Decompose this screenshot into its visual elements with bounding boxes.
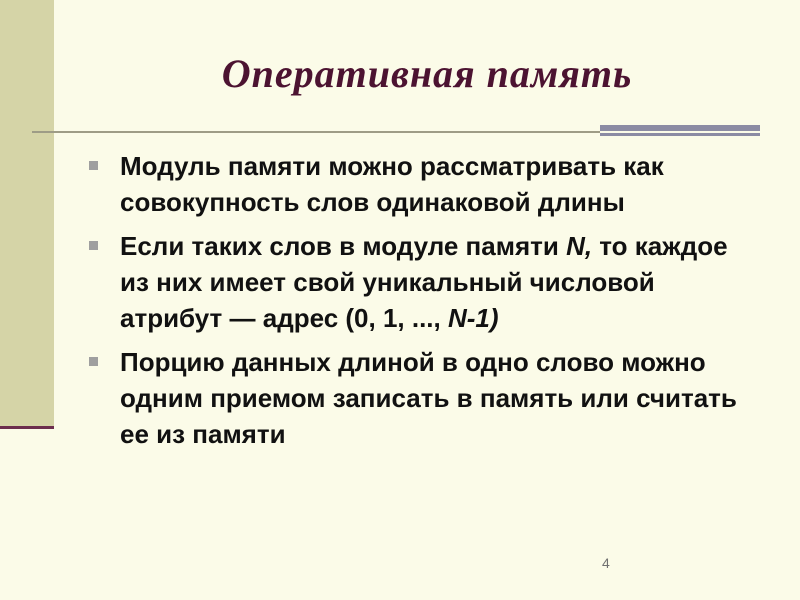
variable-n: N, xyxy=(566,231,593,261)
bullet-square-icon xyxy=(89,241,98,250)
left-band-divider xyxy=(0,426,54,429)
bullet-text: Порцию данных длиной в одно слово можно одним приемом записать в память или считать ее из памяти xyxy=(120,347,737,449)
page-number: 4 xyxy=(602,555,610,571)
bullet-item-word-transfer xyxy=(88,344,738,452)
bullet-text-part: Если таких слов в модуле памяти xyxy=(120,231,567,261)
left-decorative-band xyxy=(0,0,54,428)
bullet-text-part: то каждое из них имеет свой уникальный числовой атрибут — адрес (0, 1, ..., xyxy=(120,231,728,333)
bullet-list xyxy=(88,148,738,460)
title-divider-accent-gap xyxy=(600,131,760,133)
bullet-item-memory-module xyxy=(88,148,738,220)
bullet-square-icon xyxy=(89,161,98,170)
bullet-item-word-addresses xyxy=(88,228,738,336)
variable-n-minus-one: N-1) xyxy=(447,303,499,333)
slide-title: Оперативная память xyxy=(221,51,633,96)
bullet-square-icon xyxy=(89,357,98,366)
bullet-text: Модуль памяти можно рассматривать как совокупность слов одинаковой длины xyxy=(120,151,664,217)
